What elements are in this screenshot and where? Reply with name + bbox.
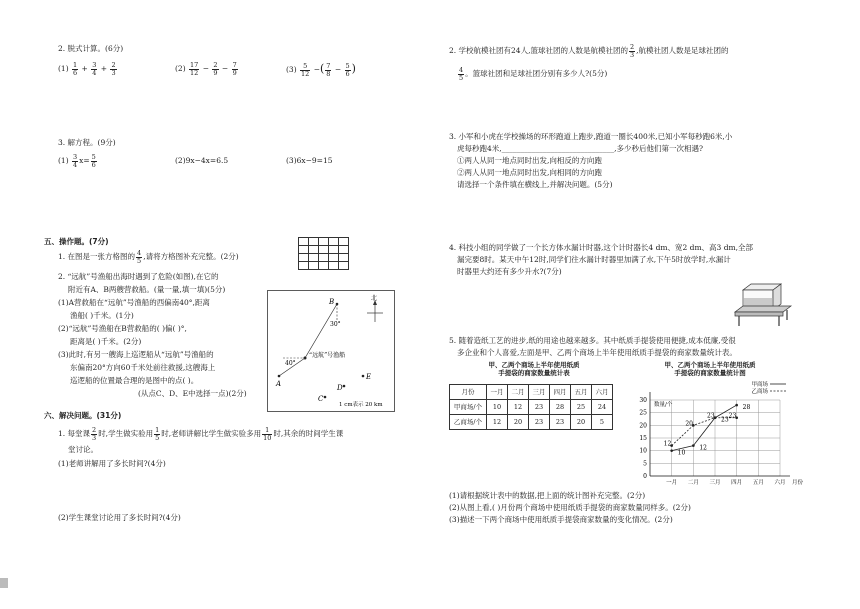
q2-item-1: (1) $\frac{1}{6}$ + $\frac{3}{4}$ + $\frac{2}{3}$: [58, 61, 116, 77]
data-label: 28: [742, 404, 751, 412]
fraction: $\frac{4}{5}$: [137, 249, 142, 265]
r-q5-parts: [449, 490, 691, 526]
y-tick-label: 25: [639, 409, 647, 417]
data-label: 23: [728, 412, 737, 420]
map-figure: [267, 290, 395, 412]
y-tick-label: 20: [639, 422, 647, 430]
fraction: $\frac{5}{6}$: [345, 62, 350, 78]
data-label: 23: [721, 416, 729, 424]
svg-text:B: B: [329, 298, 335, 306]
grid-figure: [298, 237, 349, 270]
water-timer-figure: [733, 282, 793, 332]
corner-mark: [0, 578, 8, 588]
fraction: $\frac{3}{4}$: [73, 153, 78, 169]
north-label: 北: [371, 295, 378, 302]
legend-label: 乙商场: [751, 389, 768, 395]
q5-part-3: (3)描述一下两个商场中使用纸质手提袋商家数量的变化情况。(2分): [449, 515, 673, 524]
q3-item-3: (3)6x−9=15: [286, 156, 333, 165]
stat-table: [449, 384, 613, 430]
s6-q1-part-2: (2)学生课堂讨论用了多长时间?(4分): [58, 513, 181, 522]
r-q3-text: 3. 小军和小虎在学校操场的环形跑道上跑步,跑道一圈长400米,已知小军每秒跑6米,小 虎每秒跑4米,______________________________,多少秒后他们第一次相遇? ①两人从同一地点同时出发,向相反的方向跑 ②两人从同一地点同时出发,向相同的方向跑 请选择一个条件填在横线上,并解决问题。(5分): [449, 132, 733, 189]
fraction: $\frac{17}{12}$: [190, 61, 199, 77]
data-point: [670, 449, 673, 452]
data-point: [692, 444, 695, 447]
q5-part-1: (1)请根据统计表中的数据,把上面的统计图补充完整。(2分): [449, 491, 646, 500]
fraction: $\frac{7}{8}$: [326, 62, 331, 78]
legend-label: 甲商场: [751, 382, 768, 388]
s6-q1-part-1: (1)老师讲解用了多长时间?(4分): [58, 459, 166, 468]
fraction: $\frac{2}{9}$: [213, 61, 218, 77]
q3-title: 3. 解方程。(9分): [58, 138, 116, 147]
q2-item-2: (2) $\frac{17}{12}$ − $\frac{2}{9}$ − $\frac{7}{9}$: [175, 61, 237, 77]
x-tick-label: 二月: [687, 480, 699, 486]
s6-q1: 1. 每堂课 $\frac{2}{3}$ 时,学生做实验用 $\frac{1}{5}$ 时,老师讲解比学生做实验多用 $\frac{1}{10}$ 时,其余的时间学生课: [58, 426, 344, 442]
svg-text:1 cm表示 20 km: 1 cm表示 20 km: [339, 402, 383, 408]
table-title: 甲、乙两个商场上半年使用纸质 手提袋的商家数量统计表: [488, 361, 580, 378]
svg-text:30°: 30°: [330, 321, 341, 328]
q2-title: 2. 脱式计算。(6分): [58, 44, 124, 53]
fraction: $\frac{2}{3}$: [111, 61, 116, 77]
s6-q1-cont: 堂讨论。: [68, 445, 98, 454]
data-label: 20: [685, 420, 693, 428]
section-6-title: 六、解决问题。(31分): [44, 411, 122, 420]
y-tick-label: 0: [643, 473, 647, 480]
data-label: 12: [663, 440, 672, 448]
y-tick-label: 30: [639, 397, 647, 404]
fraction: $\frac{5}{12}$: [301, 62, 310, 78]
fraction: $\frac{3}{4}$: [92, 61, 97, 77]
x-tick-label: 五月: [752, 480, 764, 486]
q3-item-1: (1) $\frac{3}{4}$ x= $\frac{5}{6}$: [58, 153, 96, 169]
table-row: 月份 一月 二月 三月 四月 五月 六月: [450, 385, 613, 400]
x-tick-label: 三月: [709, 480, 721, 486]
fraction: $\frac{4}{5}$: [459, 66, 464, 82]
svg-text:D: D: [337, 384, 343, 392]
r-q4-text: 4. 科技小组的同学做了一个长方体水漏计时器,这个计时器长4 dm、宽2 dm、高3 dm,全部 漏完要8时。某天中午12时,同学们往水漏计时器里加满了水,下午5时放学时,水漏计 时器里大约还有多少升水?(7分): [449, 243, 754, 276]
table-row: 甲商场/个 10 12 23 28 25 24: [450, 400, 613, 415]
fraction: $\frac{1}{6}$: [73, 61, 78, 77]
y-tick-label: 10: [639, 447, 647, 455]
x-tick-label: 四月: [731, 480, 743, 486]
r-q2-cont: $\frac{4}{5}$ 。篮球社团和足球社团分别有多少人?(5分): [459, 66, 608, 82]
fraction: $\frac{1}{10}$: [263, 426, 272, 442]
chart-title: 甲、乙两个商场上半年使用纸质 手提袋的商家数量统计图: [664, 361, 756, 378]
s5-q1: 1. 在图是一张方格图的 $\frac{4}{5}$ ,请将方格图补充完整。(2分): [58, 249, 239, 265]
data-label: 10: [677, 449, 686, 457]
section-5-title: 五、操作题。(7分): [44, 237, 109, 246]
data-label: 23: [707, 412, 715, 420]
svg-text:“远航”号渔船: “远航”号渔船: [309, 352, 346, 359]
svg-text:40°: 40°: [285, 360, 296, 367]
x-tick-label: 一月: [666, 480, 678, 486]
s5-q2-text: 2. “远航”号渔船出海时遇到了危险(如图),在它的 附近有A、B两艘营救船。(量一量,填一填)(5分) (1)A营救船在“远航”号渔船的西偏南40°,距离 渔船( )千米。(1分) (2)“远航”号渔船在B营救船的( )偏( )°, 距离是( )千米。(2分) (3)此时,有另一艘海上巡逻船从“远航”号渔船的 东偏南20°方向60千米处前往救援,这艘海上 巡逻船的位置最合理的是图中的点( )。 (从点C、D、E中选择一点)(2分): [58, 272, 247, 398]
table-row: 乙商场/个 12 20 23 23 20 5: [450, 415, 613, 430]
svg-text:C: C: [318, 395, 324, 403]
svg-text:E: E: [366, 373, 372, 381]
data-point: [735, 404, 738, 407]
fraction: $\frac{1}{5}$: [155, 426, 160, 442]
q2-item-3: (3) $\frac{5}{12}$ −( $\frac{7}{8}$ − $\frac{5}{6}$ ): [286, 62, 356, 78]
r-q2: 2. 学校航模社团有24人,篮球社团的人数是航模社团的 $\frac{2}{3}$ ,航模社团人数是足球社团的: [449, 43, 729, 59]
y-tick-label: 15: [639, 435, 647, 442]
y-axis-label: 数量/个: [654, 402, 673, 408]
q3-item-2: (2)9x−4x=6.5: [175, 156, 229, 165]
x-axis-label: 月份: [792, 480, 804, 486]
data-label: 12: [699, 444, 707, 452]
fraction: $\frac{2}{3}$: [92, 426, 97, 442]
r-q5-text: 5. 随着造纸工艺的进步,纸的用途也越来越多。其中纸质手提袋使用便捷,成本低廉,受很 多企业和个人喜爱,左面是甲、乙两个商场上半年使用纸质手提袋的商家数量统计表。: [449, 336, 737, 357]
fraction: $\frac{2}{3}$: [629, 43, 635, 59]
q5-part-2: (2)从图上看,( )月份两个商场中使用纸质手提袋的商家数量同样多。(2分): [449, 503, 691, 512]
line-chart: [628, 380, 808, 488]
fraction: $\frac{7}{9}$: [232, 61, 237, 77]
svg-text:A: A: [276, 380, 282, 388]
x-tick-label: 六月: [774, 480, 786, 486]
fraction: $\frac{5}{6}$: [91, 153, 96, 169]
y-tick-label: 5: [643, 460, 647, 468]
